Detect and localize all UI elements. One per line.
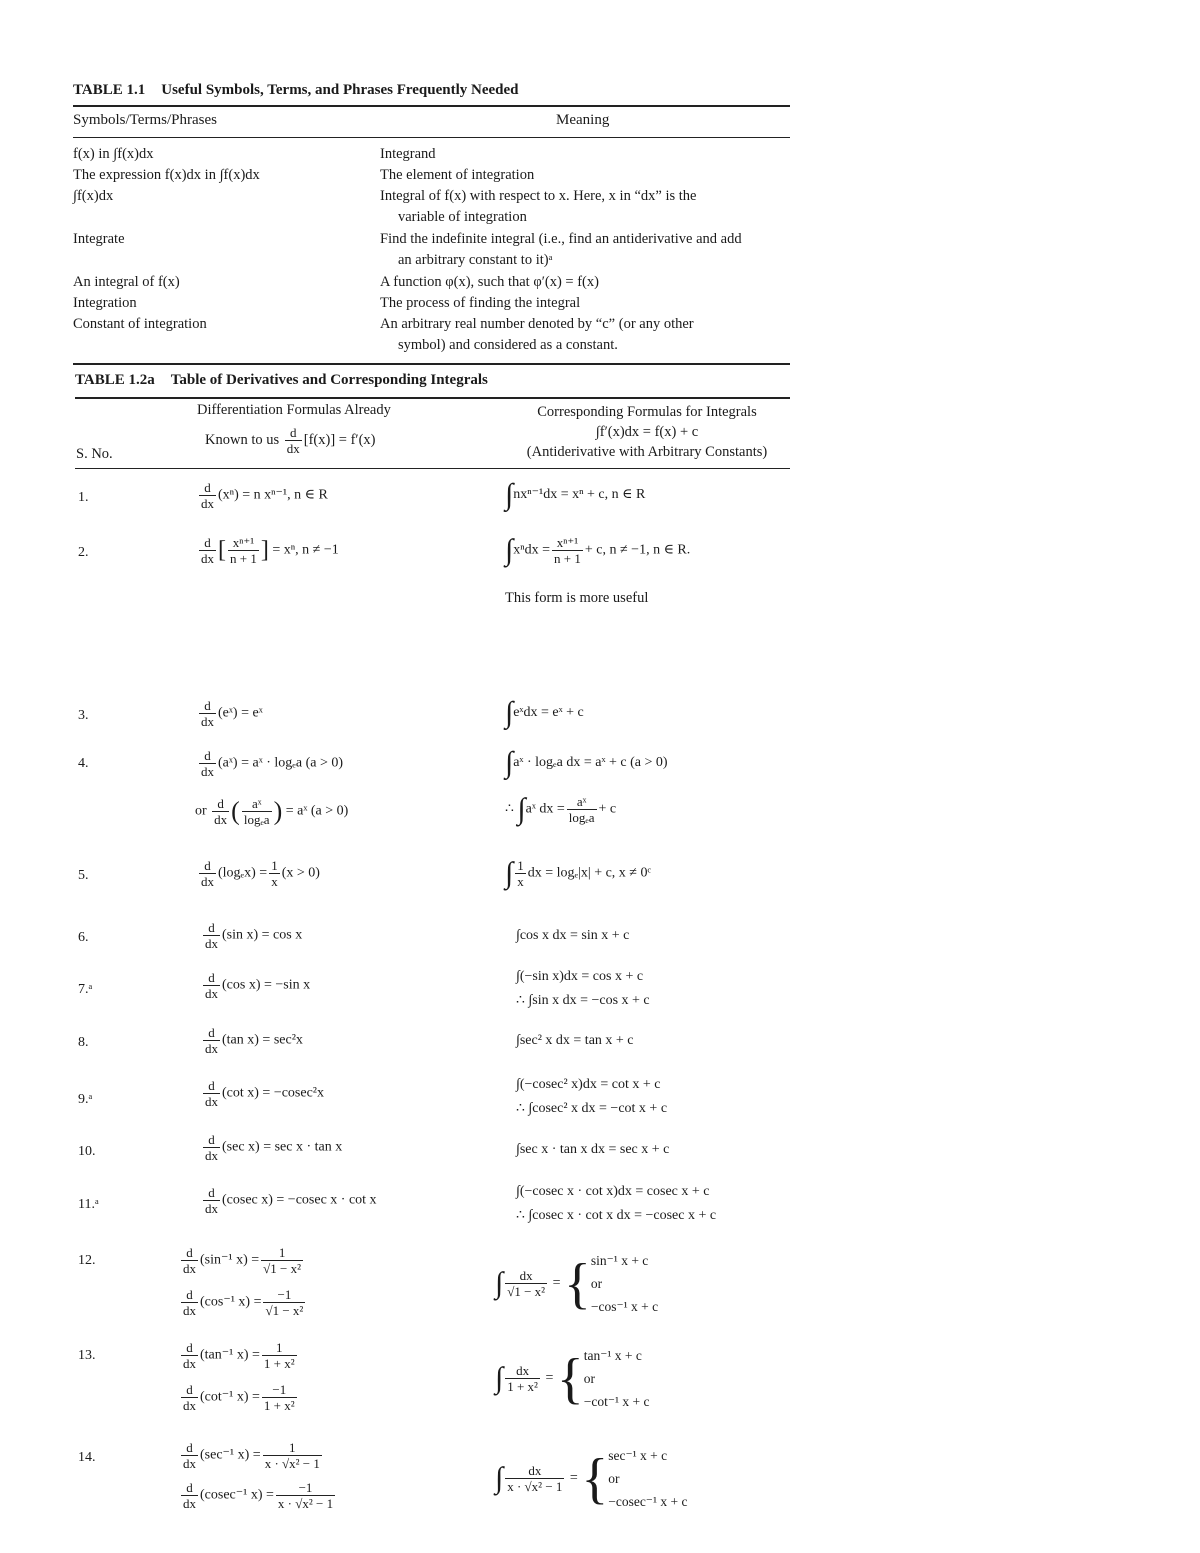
frac-den: 1 + x²	[507, 1379, 538, 1394]
formula-text: + c	[598, 801, 617, 817]
frac-den: dx	[214, 812, 228, 827]
formula-text: (cot x) = −cosec²x	[222, 1085, 325, 1101]
formula-text: = aˣ (a > 0)	[285, 803, 349, 819]
frac-num: d	[203, 970, 220, 986]
derivative-operator	[181, 1340, 198, 1371]
fraction	[263, 1440, 322, 1471]
derivative-formula-alt	[195, 796, 348, 827]
frac-num: d	[181, 1480, 198, 1496]
derivative-operator	[181, 1480, 198, 1511]
frac-den: n + 1	[554, 551, 581, 566]
integral-sign-icon: ∫	[505, 856, 514, 890]
frac-num: d	[199, 480, 216, 496]
frac-den: √1 − x²	[263, 1261, 302, 1276]
formula-text: dx = logₑ|x| + c, x ≠ 0ᶜ	[527, 865, 652, 881]
integral-sign-icon: ∫	[495, 1461, 504, 1495]
row-number: 9.ᵃ	[78, 1092, 93, 1107]
fraction	[262, 1340, 297, 1371]
frac-den: 1 + x²	[263, 1398, 295, 1413]
bracket-left-icon: [	[218, 537, 226, 563]
frac-num: xⁿ⁺¹	[552, 535, 583, 551]
formula-text: (logₑx) =	[218, 865, 268, 881]
frac-num: d	[212, 796, 229, 812]
frac-den: √1 − x²	[507, 1284, 546, 1299]
frac-den: dx	[286, 441, 300, 456]
brace-icon: {	[564, 1252, 591, 1315]
frac-den: n + 1	[230, 551, 257, 566]
paren-left-icon: (	[231, 796, 240, 826]
formula-text: eˣdx = eˣ + c	[513, 705, 584, 721]
integral-sign-icon: ∫	[495, 1361, 504, 1395]
col-header-int-line2: ∫f′(x)dx = f(x) + c	[595, 424, 699, 440]
derivative-formula	[197, 480, 328, 511]
formula-line: ∫(−cosec² x)dx = cot x + c	[516, 1077, 661, 1092]
term-cell: An integral of f(x)	[73, 274, 180, 290]
known-to-us-text: Known to us	[205, 431, 280, 448]
meaning-continuation: variable of integration	[398, 209, 527, 225]
frac-den: dx	[201, 714, 214, 729]
frac-num: 1	[517, 858, 524, 873]
col-header-meaning: Meaning	[556, 112, 610, 128]
derivative-operator	[203, 970, 220, 1001]
integral-sign-icon: ∫	[505, 533, 514, 567]
frac-num: −1	[262, 1382, 297, 1398]
frac-num: d	[203, 1132, 220, 1148]
diff-definition: [f(x)] = f′(x)	[303, 431, 376, 448]
frac-den: dx	[201, 764, 214, 779]
term-cell: Constant of integration	[73, 316, 207, 332]
formula-text: (tan x) = sec²x	[222, 1032, 303, 1048]
formula-line: ∴ ∫cosec² x dx = −cot x + c	[516, 1101, 668, 1116]
derivative-operator	[203, 1132, 220, 1163]
fraction	[552, 535, 583, 566]
or-text: or	[195, 803, 207, 819]
term-cell: Integrate	[73, 231, 125, 247]
frac-num: dx	[505, 1463, 564, 1479]
frac-num: d	[181, 1440, 198, 1456]
frac-den: 1 + x²	[263, 1356, 295, 1371]
row-number: 2.	[78, 545, 89, 560]
fraction	[505, 1268, 547, 1299]
integral-formula: ∫ $\frac{dx}{\text{1 + x²}}$ = { tan⁻¹ x + c or −cot⁻¹ x + c	[495, 1344, 650, 1413]
derivative-formula	[179, 1382, 299, 1413]
derivative-operator	[181, 1382, 198, 1413]
case-line: −cosec⁻¹ x + c	[608, 1494, 688, 1509]
note-text: This form is more useful	[505, 590, 649, 606]
meaning-cell: The process of finding the integral	[380, 295, 581, 311]
cases	[591, 1249, 658, 1318]
meaning-cell	[380, 186, 790, 228]
formula-line: ∫(−sin x)dx = cos x + c	[516, 969, 644, 984]
integral-formula	[505, 748, 668, 778]
formula-text: (eˣ) = eˣ	[218, 705, 263, 721]
table-1-1-title	[73, 82, 519, 99]
integral-formula	[516, 1073, 667, 1121]
integral-sign-icon: ∫	[517, 792, 526, 826]
fraction	[228, 535, 259, 566]
frac-num: d	[181, 1340, 198, 1356]
fraction	[567, 794, 597, 825]
formula-text: (cos x) = −sin x	[222, 977, 311, 993]
row-number: 3.	[78, 708, 89, 723]
derivative-operator	[203, 1078, 220, 1109]
derivative-formula	[179, 1245, 305, 1276]
frac-num: 1	[262, 1340, 297, 1356]
row-number: 14.	[78, 1450, 96, 1465]
frac-den: dx	[205, 936, 218, 951]
derivative-formula	[197, 698, 263, 729]
case-line: −cos⁻¹ x + c	[590, 1299, 659, 1314]
derivative-formula	[197, 535, 339, 566]
frac-num: d	[203, 920, 220, 936]
derivative-operator	[199, 698, 216, 729]
integral-formula	[505, 480, 645, 510]
frac-den: dx	[205, 1094, 218, 1109]
meaning-continuation: an arbitrary constant to it)ᵃ	[398, 252, 553, 268]
case-or: or	[608, 1471, 620, 1486]
integral-sign-icon: ∫	[505, 696, 514, 729]
integral-sign-icon: ∫	[505, 478, 514, 511]
meaning-cell	[380, 314, 790, 356]
frac-den: dx	[183, 1356, 196, 1371]
case-line: sin⁻¹ x + c	[590, 1253, 649, 1268]
row-number: 7.ᵃ	[78, 982, 93, 997]
derivative-operator	[181, 1287, 198, 1318]
col-header-diff-line1: Differentiation Formulas Already	[197, 402, 391, 418]
row-number: 10.	[78, 1144, 96, 1159]
meaning-cell: A function φ(x), such that φ′(x) = f(x)	[380, 274, 599, 290]
frac-num: d	[181, 1245, 198, 1261]
frac-num: 1	[271, 858, 278, 873]
derivative-formula	[201, 1185, 377, 1216]
integral-formula	[505, 535, 690, 566]
frac-den: x · √x² − 1	[277, 1496, 334, 1511]
formula-text: + c, n ≠ −1, n ∈ R.	[584, 542, 691, 558]
row-number: 8.	[78, 1035, 89, 1050]
integral-formula: ∫sec² x dx = tan x + c	[516, 1033, 634, 1048]
derivative-formula	[201, 920, 302, 951]
derivative-formula	[179, 1440, 324, 1471]
table-1-1-caption: Useful Symbols, Terms, and Phrases Frequently Needed	[161, 82, 519, 98]
frac-num: aˣ	[242, 796, 272, 812]
frac-num: dx	[505, 1268, 547, 1284]
case-or: or	[590, 1276, 603, 1291]
derivative-operator	[199, 535, 216, 566]
integral-sign-icon: ∫	[505, 746, 514, 779]
frac-num: aˣ	[567, 794, 597, 810]
table-1-1-number: TABLE 1.1	[73, 82, 146, 98]
derivative-operator	[199, 748, 216, 779]
frac-den: dx	[183, 1261, 196, 1276]
formula-text: aˣ dx =	[525, 801, 565, 817]
table-1-2a-caption: Table of Derivatives and Corresponding Integrals	[170, 372, 488, 388]
frac-num: 1	[263, 1440, 322, 1456]
derivative-operator	[285, 425, 302, 456]
integral-sign-icon: ∫	[495, 1266, 504, 1300]
col-header-diff-line2	[197, 425, 437, 456]
frac-den: x · √x² − 1	[264, 1456, 320, 1471]
cases	[584, 1344, 650, 1413]
fraction	[505, 1463, 564, 1494]
fraction	[505, 1363, 540, 1394]
formula-text: (tan⁻¹ x) =	[200, 1347, 260, 1363]
row-number: 4.	[78, 756, 89, 771]
frac-den: logₑa	[243, 812, 270, 827]
case-line: −cot⁻¹ x + c	[583, 1394, 650, 1409]
integral-formula	[516, 1180, 716, 1228]
derivative-formula	[179, 1480, 337, 1511]
derivative-operator	[203, 1185, 220, 1216]
integral-formula: ∫ $\frac{dx}{\text{√1 − x²}}$ = { sin⁻¹ x + c or −cos⁻¹ x + c	[495, 1249, 658, 1318]
formula-text: aˣ · logₑa dx = aˣ + c (a > 0)	[513, 755, 668, 771]
meaning-line: Find the indefinite integral (i.e., find an antiderivative and add	[380, 231, 742, 247]
fraction	[263, 1287, 305, 1318]
fraction	[262, 1382, 297, 1413]
formula-line: ∴ ∫sin x dx = −cos x + c	[516, 993, 650, 1008]
frac-num: d	[181, 1287, 198, 1303]
frac-num: 1	[261, 1245, 303, 1261]
meaning-cell: The element of integration	[380, 167, 535, 183]
frac-den: dx	[201, 874, 214, 889]
derivative-operator	[212, 796, 229, 827]
cases	[608, 1444, 687, 1513]
derivative-formula	[201, 970, 310, 1001]
frac-num: dx	[505, 1363, 540, 1379]
frac-den: dx	[205, 1201, 218, 1216]
derivative-formula	[179, 1340, 299, 1371]
meaning-line: Integral of f(x) with respect to x. Here, x in “dx” is the	[380, 188, 697, 204]
meaning-continuation: symbol) and considered as a constant.	[398, 337, 618, 353]
frac-den: dx	[183, 1496, 196, 1511]
frac-den: dx	[183, 1398, 196, 1413]
col-header-terms: Symbols/Terms/Phrases	[73, 112, 217, 128]
integral-formula-alt	[505, 794, 616, 825]
fraction	[269, 858, 280, 889]
frac-num: d	[203, 1185, 220, 1201]
frac-den: dx	[205, 1041, 218, 1056]
col-header-int-line1: Corresponding Formulas for Integrals	[537, 404, 757, 420]
frac-num: d	[199, 858, 216, 874]
frac-den: x · √x² − 1	[507, 1479, 563, 1494]
bracket-right-icon: ]	[260, 537, 269, 563]
derivative-operator	[181, 1440, 198, 1471]
frac-den: dx	[205, 986, 218, 1001]
row-number: 13.	[78, 1348, 96, 1363]
derivative-operator	[199, 480, 216, 511]
integral-formula	[505, 858, 651, 889]
integral-formula: ∫sec x · tan x dx = sec x + c	[516, 1142, 670, 1157]
frac-den: logₑa	[568, 810, 595, 825]
formula-text: (cosec x) = −cosec x · cot x	[222, 1192, 377, 1208]
col-header-sno: S. No.	[76, 446, 113, 462]
table-1-1-bottom-rule	[73, 363, 790, 365]
meaning-cell	[380, 229, 790, 271]
fraction	[261, 1245, 303, 1276]
row-number: 6.	[78, 930, 89, 945]
therefore-icon: ∴	[505, 801, 514, 817]
derivative-formula	[179, 1287, 307, 1318]
fraction	[276, 1480, 335, 1511]
derivative-formula	[197, 858, 320, 889]
formula-text: (cos⁻¹ x) =	[200, 1294, 262, 1310]
col-header-differentiation	[197, 402, 437, 456]
frac-den: dx	[183, 1456, 196, 1471]
row-number: 12.	[78, 1253, 96, 1268]
table-1-2a-top-rule	[75, 397, 790, 399]
derivative-formula	[201, 1132, 342, 1163]
formula-text: (sin x) = cos x	[222, 927, 303, 943]
derivative-formula	[197, 748, 343, 779]
frac-num: −1	[263, 1287, 305, 1303]
derivative-operator	[199, 858, 216, 889]
frac-num: xⁿ⁺¹	[228, 535, 259, 551]
formula-text: (sin⁻¹ x) =	[200, 1252, 260, 1268]
term-cell: f(x) in ∫f(x)dx	[73, 146, 154, 162]
table-1-1-header-rule	[73, 137, 790, 138]
frac-den: dx	[201, 496, 214, 511]
case-line: sec⁻¹ x + c	[608, 1448, 668, 1463]
formula-text: (cosec⁻¹ x) =	[200, 1487, 274, 1503]
table-1-2a-header-rule	[75, 468, 790, 469]
derivative-operator	[181, 1245, 198, 1276]
row-number: 5.	[78, 868, 89, 883]
formula-line: ∫(−cosec x · cot x)dx = cosec x + c	[516, 1184, 710, 1199]
frac-den: √1 − x²	[265, 1303, 304, 1318]
case-or: or	[583, 1371, 595, 1386]
term-cell: Integration	[73, 295, 137, 311]
formula-text: (aˣ) = aˣ · logₑa (a > 0)	[218, 755, 344, 771]
formula-text: xⁿdx =	[513, 542, 551, 558]
frac-den: x	[517, 874, 524, 889]
brace-icon: {	[581, 1447, 609, 1510]
derivative-operator	[203, 1025, 220, 1056]
frac-den: dx	[183, 1303, 196, 1318]
frac-num: d	[181, 1382, 198, 1398]
frac-num: −1	[276, 1480, 335, 1496]
col-header-int-line3: (Antiderivative with Arbitrary Constants)	[526, 444, 768, 460]
table-1-2a-title	[75, 372, 488, 389]
frac-num: d	[199, 535, 216, 551]
frac-num: d	[199, 748, 216, 764]
integral-formula: ∫ $\frac{dx}{\text{x · √x² − 1}}$ = { sec⁻¹ x + c or −cosec⁻¹ x + c	[495, 1444, 687, 1513]
row-number: 11.ᵃ	[78, 1197, 99, 1212]
frac-den: dx	[201, 551, 214, 566]
meaning-cell: Integrand	[380, 146, 436, 162]
integral-formula	[505, 698, 584, 728]
frac-den: x	[271, 874, 278, 889]
frac-num: d	[203, 1025, 220, 1041]
col-header-integrals	[503, 402, 791, 462]
formula-line: ∴ ∫cosec x · cot x dx = −cosec x + c	[516, 1208, 717, 1223]
fraction	[515, 858, 526, 889]
meaning-line: An arbitrary real number denoted by “c” (or any other	[380, 316, 694, 332]
derivative-formula	[201, 1025, 303, 1056]
formula-text: = xⁿ, n ≠ −1	[272, 542, 339, 558]
formula-text: (sec⁻¹ x) =	[200, 1447, 261, 1463]
fraction	[242, 796, 272, 827]
formula-text: (xⁿ) = n xⁿ⁻¹, n ∈ R	[218, 487, 328, 503]
integral-formula	[516, 965, 650, 1013]
row-number: 1.	[78, 490, 89, 505]
frac-num: d	[285, 425, 302, 441]
frac-num: d	[203, 1078, 220, 1094]
table-1-1-top-rule	[73, 105, 790, 107]
table-1-2a-number: TABLE 1.2a	[75, 372, 155, 388]
formula-text: (x > 0)	[281, 865, 320, 881]
formula-text: (cot⁻¹ x) =	[200, 1389, 260, 1405]
brace-icon: {	[556, 1347, 584, 1410]
term-cell: ∫f(x)dx	[73, 188, 114, 204]
derivative-operator	[203, 920, 220, 951]
paren-right-icon: )	[273, 796, 283, 826]
case-line: tan⁻¹ x + c	[583, 1348, 642, 1363]
integral-formula: ∫cos x dx = sin x + c	[516, 928, 630, 943]
frac-den: dx	[205, 1148, 218, 1163]
term-cell: The expression f(x)dx in ∫f(x)dx	[73, 167, 260, 183]
formula-text: nxⁿ⁻¹dx = xⁿ + c, n ∈ R	[513, 487, 646, 503]
formula-text: (sec x) = sec x · tan x	[222, 1139, 343, 1155]
frac-num: d	[199, 698, 216, 714]
derivative-formula	[201, 1078, 324, 1109]
